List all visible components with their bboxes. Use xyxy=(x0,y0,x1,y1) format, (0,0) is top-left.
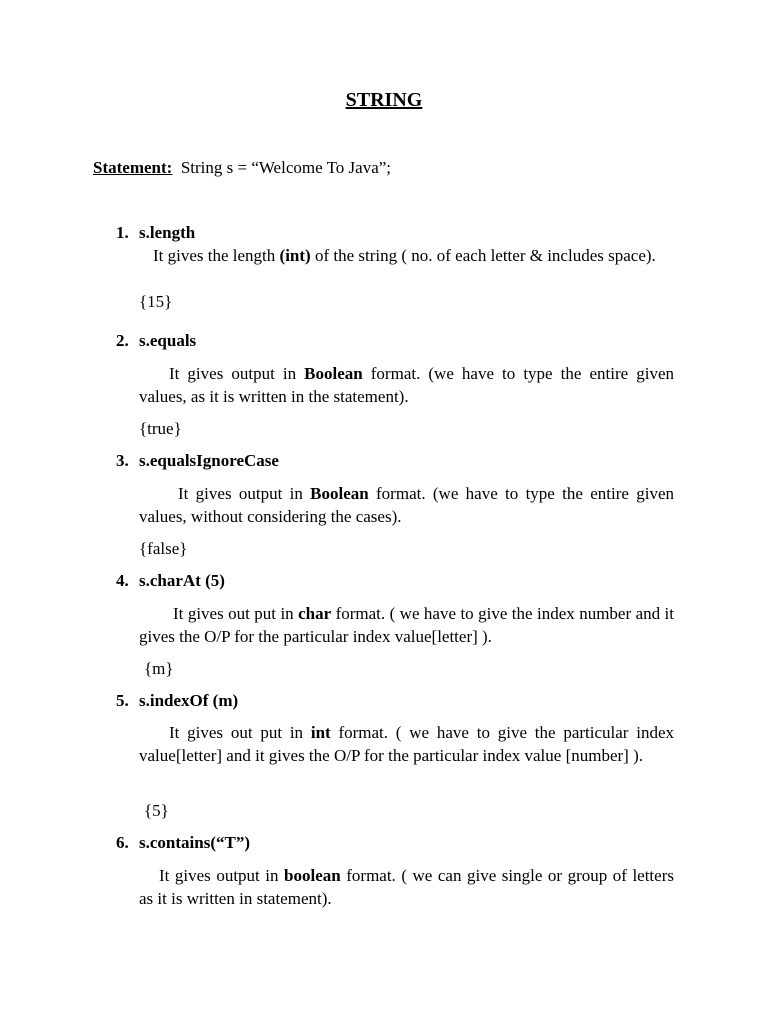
item-keyword: Boolean xyxy=(304,364,363,383)
item-number: 6. xyxy=(116,833,129,852)
item-method: s.equals xyxy=(139,331,197,350)
item-keyword: char xyxy=(298,604,332,623)
item-description: It gives out put in int format. ( we have to give the particular index value[letter] and it gives the O/P for the particular index value [number] ). xyxy=(139,723,674,765)
item-number: 1. xyxy=(116,223,129,242)
item-description: It gives the length (int) of the string ( no. of each letter & includes space). xyxy=(153,246,656,265)
item-method: s.indexOf (m) xyxy=(139,691,239,710)
item-description: It gives output in Boolean format. (we have to type the entire given values, without considering the cases). xyxy=(139,484,674,526)
item-keyword: (int) xyxy=(279,246,311,265)
item-result: {true} xyxy=(139,419,182,438)
item-result: {15} xyxy=(139,292,173,311)
item-keyword: boolean xyxy=(284,866,341,885)
item-description: It gives out put in char format. ( we have to give the index number and it gives the O/P for the particular index value[letter] ). xyxy=(139,604,674,646)
list-item-heading xyxy=(116,689,238,712)
item-result: {m} xyxy=(144,659,174,678)
statement xyxy=(93,156,391,179)
list-item-heading xyxy=(116,449,279,472)
item-number: 3. xyxy=(116,451,129,470)
item-result: {false} xyxy=(139,539,188,558)
item-method: s.length xyxy=(139,223,196,242)
statement-code: String s = “Welcome To Java”; xyxy=(180,158,392,177)
item-number: 4. xyxy=(116,571,129,590)
item-keyword: int xyxy=(310,723,331,742)
item-description: It gives output in boolean format. ( we can give single or group of letters as it is written in statement). xyxy=(139,866,674,908)
list-item-heading xyxy=(116,831,250,854)
item-keyword: Boolean xyxy=(310,484,369,503)
item-number: 5. xyxy=(116,691,129,710)
item-method: s.charAt (5) xyxy=(139,571,225,590)
item-method: s.contains(“T”) xyxy=(139,833,250,852)
item-description: It gives output in Boolean format. (we have to type the entire given values, as it is written in the statement). xyxy=(139,364,674,406)
list-item-heading xyxy=(116,329,196,352)
page-title: STRING xyxy=(345,89,423,111)
item-number: 2. xyxy=(116,331,129,350)
list-item-heading xyxy=(116,221,195,244)
item-result: {5} xyxy=(144,801,169,820)
item-method: s.equalsIgnoreCase xyxy=(139,451,279,470)
statement-label: Statement: xyxy=(93,158,173,177)
list-item-heading xyxy=(116,569,225,592)
